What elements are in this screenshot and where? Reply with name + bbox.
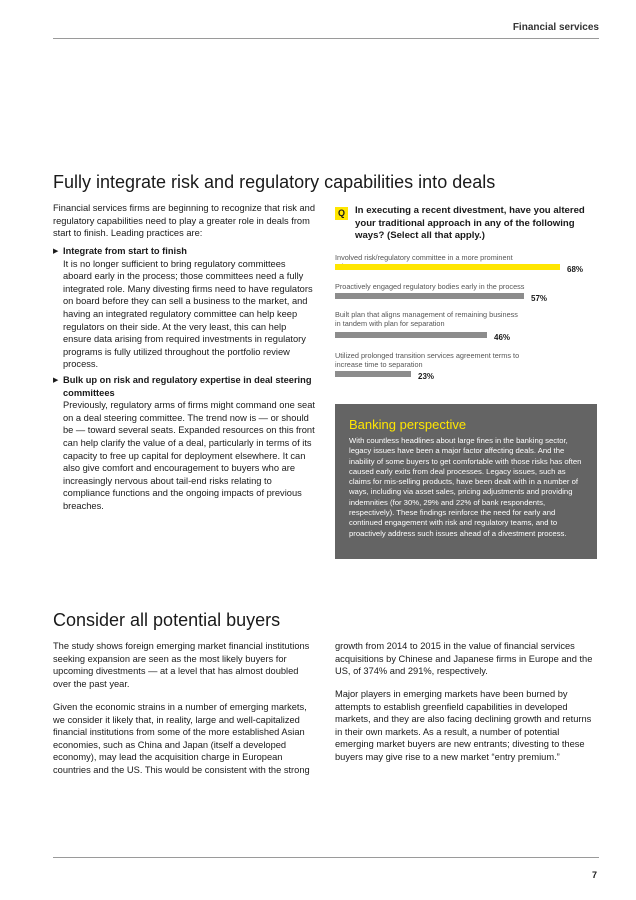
chart-bar [335, 293, 524, 299]
chart-value-label: 57% [531, 294, 548, 303]
bullet-title: Bulk up on risk and regulatory expertise in deal steering committees [63, 375, 312, 398]
survey-question: In executing a recent divestment, have you altered your traditional approach in any of the following ways? (Select all that apply.) [355, 205, 585, 242]
bullet-title: Integrate from start to finish [63, 246, 187, 256]
chart-bar [335, 332, 487, 338]
chart-category-label: Proactively engaged regulatory bodies early in the process [335, 282, 525, 291]
chart-value-label: 68% [567, 265, 584, 274]
bullet-arrow-icon: ▶ [53, 377, 59, 384]
bullet-body: It is no longer sufficient to bring regulatory committees aboard early in the process; those committees need a fully integrated role. Many divesting firms need to have regulators on board before they can sell a business to the market, and having an integrated regulatory committee can help keep regulators on their side. At the very least, this can help ensure data arising from required investments in regulatory programs is fully utilized throughout the portfolio review process. [63, 258, 313, 370]
chart-bar [335, 264, 560, 270]
survey-bar-chart [335, 253, 593, 388]
chart-bar [335, 371, 411, 377]
chart-category-label: Built plan that aligns management of remaining business in tandem with plan for separation [335, 310, 518, 328]
section-heading-buyers: Consider all potential buyers [53, 610, 281, 630]
chart-value-label: 46% [494, 333, 511, 342]
footer-divider [53, 857, 599, 858]
header-divider [53, 38, 599, 39]
buyers-paragraph: Given the economic strains in a number of emerging markets, we consider it likely that, in reality, large and well-capitalized financial institutions from some of the more established Asian economies, such as China and Japan (itself a developed economy), may lead the acquisition charge in European countries and the US. This would be consistent with the strong [53, 702, 310, 775]
buyers-paragraph: Major players in emerging markets have been burned by attempts to establish greenfield capabilities in developed markets, and they are also facing declining growth and returns in their own markets. As a result, a number of potential emerging market buyers are new entrants; divesting to these buyers may give rise to a new market “entry premium.” [335, 689, 592, 762]
banking-perspective-box [335, 404, 597, 559]
page-number: 7 [591, 870, 597, 880]
banking-title: Banking perspective [349, 417, 467, 432]
chart-value-label: 23% [418, 372, 435, 381]
buyers-paragraph: The study shows foreign emerging market financial institutions seeking expansion are seen as the most likely buyers for upcoming divestments — at a level that has almost doubled over the past year. [53, 641, 310, 689]
question-badge: Q [335, 207, 348, 220]
chart-category-label: Utilized prolonged transition services agreement terms to increase time to separation [335, 351, 520, 369]
chart-category-label: Involved risk/regulatory committee in a more prominent [335, 253, 513, 262]
bullet-body: Previously, regulatory arms of firms might command one seat on a deal steering committee. The trend now is — or should be — toward several seats. Expanded resources on this front can help clarify the value of a deal, particularly in terms of its capacity to free up capital for deployment elsewhere. It can also give comfort and encouragement to buyers who are increasingly nervous about tail-end risks relating to compliance functions and the ongoing impacts of previous breaches. [63, 400, 315, 511]
banking-body: With countless headlines about large fines in the banking sector, legacy issues have been a major factor affecting deals. And the inability of some buyers to get comfortable with those risks has often caused early exits from deal processes. Legacy issues, such as claims for mis-selling products, have been dealt with in a number of ways, including via asset sales, pricing adjustments and providing indemnities (for 30%, 29% and 22% of bank respondents, respectively). These findings reinforce the need for early and continued engagement with risk and regulatory teams, and to proactively address such issues ahead of a divestment process. [349, 436, 582, 538]
intro-paragraph: Financial services firms are beginning to recognize that risk and regulatory capabilities need to play a greater role in deals from start to finish. Leading practices are: [53, 203, 315, 239]
running-header: Financial services [512, 22, 599, 33]
bullet-arrow-icon: ▶ [53, 248, 59, 255]
bullet-item [53, 374, 315, 513]
section-heading-risk: Fully integrate risk and regulatory capabilities into deals [53, 172, 496, 192]
buyers-paragraph: growth from 2014 to 2015 in the value of financial services acquisitions by Chinese and Japanese firms in Europe and the US, of 374% and 291%, respectively. [335, 641, 593, 677]
bullet-item [53, 245, 315, 371]
